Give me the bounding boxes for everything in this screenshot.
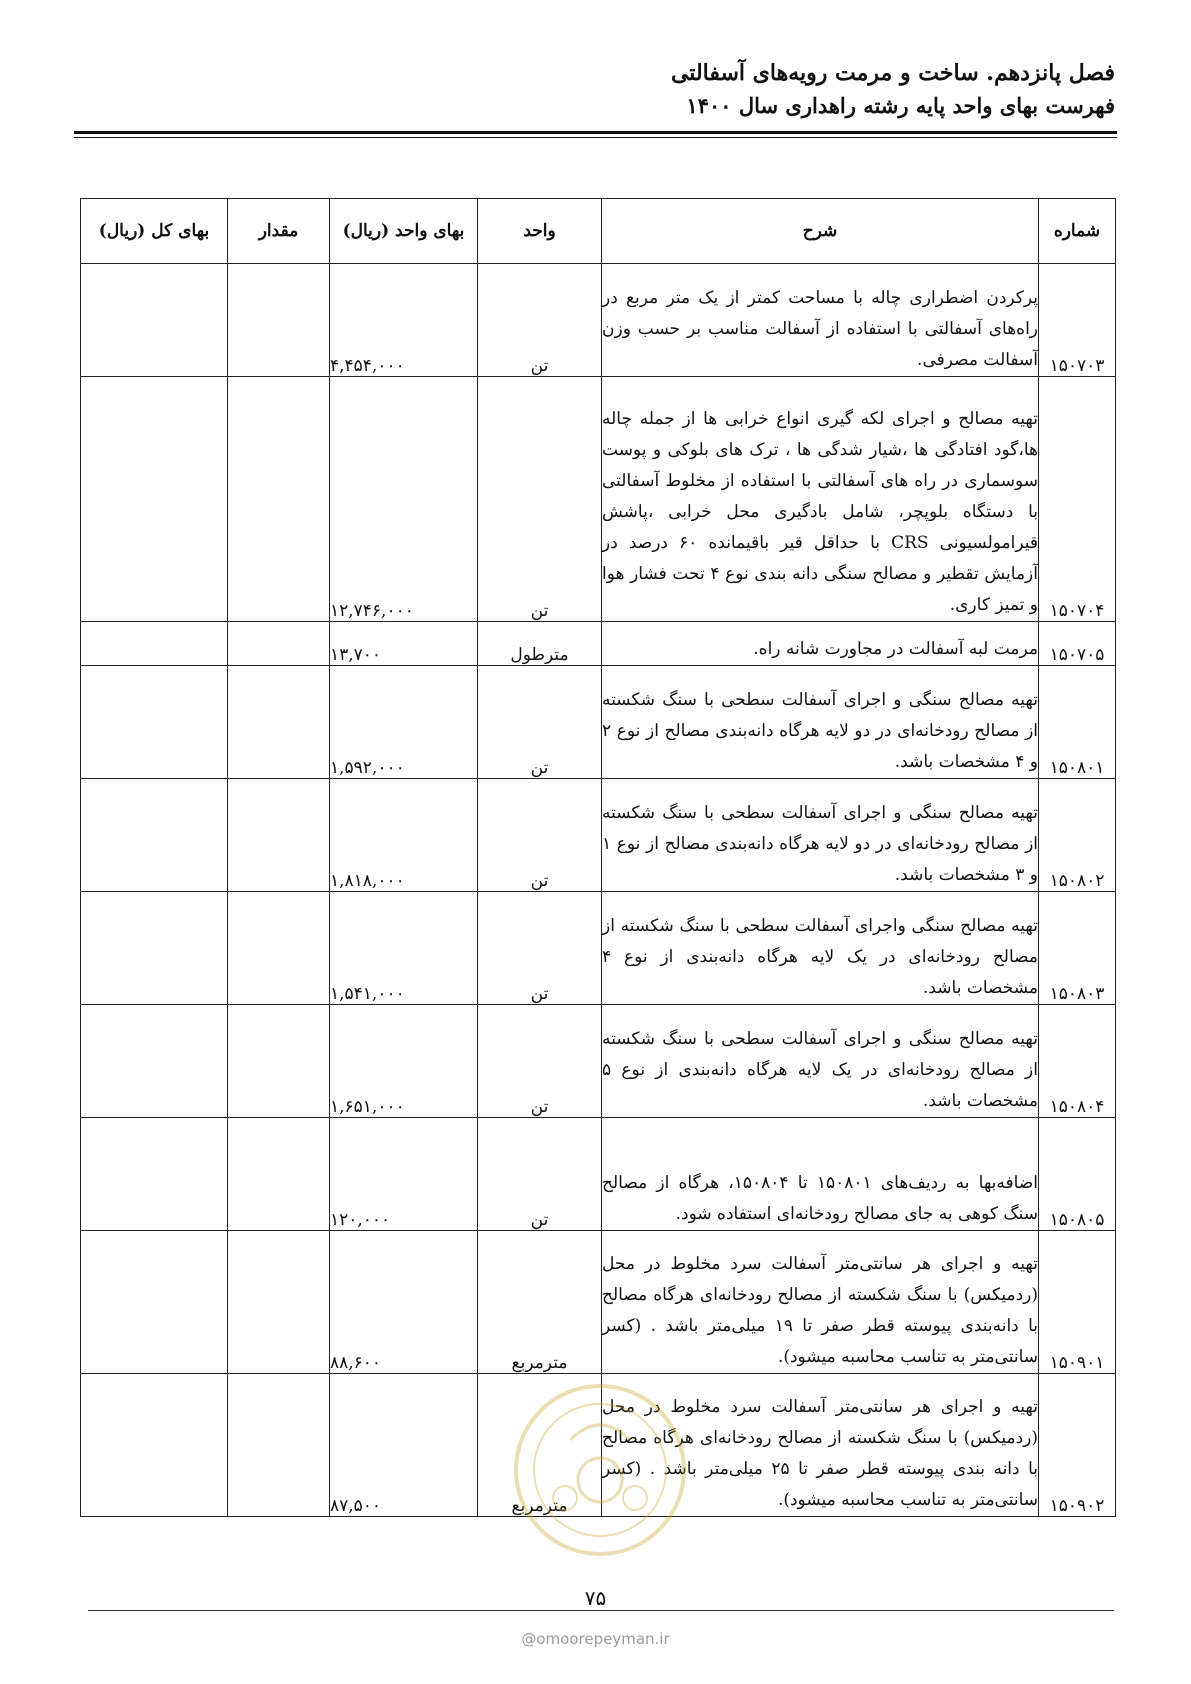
row-quantity — [228, 264, 330, 377]
row-description: تهیه مصالح و اجرای لکه گیری انواع خرابی ها از جمله چاله ها،گود افتادگی ها ،شیار شدگی ها ، ترک های بلوکی و پوست سوسماری در راه های آسفالتی با استفاده از مخلوط آسفالتی با دستگاه بلوپچر، شامل بادگیری محل خرابی ،پاشش قیرامولسیونی CRS با حداقل قیر باقیمانده ۶۰ درصد در آزمایش تقطیر و مصالح سنگی دانه بندی نوع ۴ تحت فشار هوا و تمیز کاری. — [602, 377, 1039, 622]
row-number: ۱۵۰۸۰۱ — [1039, 666, 1116, 779]
watermark-text: @omoorepeyman.ir — [521, 1630, 670, 1648]
row-quantity — [228, 1005, 330, 1118]
table-row — [81, 892, 1116, 1005]
row-unit-price: ۱۲۰,۰۰۰ — [330, 1118, 478, 1231]
table-row — [81, 1005, 1116, 1118]
page-header — [75, 56, 1115, 122]
footer-rule — [88, 1610, 1114, 1611]
row-unit-price: ۸۸,۶۰۰ — [330, 1231, 478, 1374]
row-description: مرمت لبه آسفالت در مجاورت شانه راه. — [602, 622, 1039, 666]
chapter-subtitle: فهرست بهای واحد پایه رشته راهداری سال ۱۴۰۰ — [686, 93, 1115, 118]
row-quantity — [228, 779, 330, 892]
header-description: شرح — [602, 199, 1039, 264]
row-total-price — [81, 1374, 228, 1517]
row-unit-price: ۴,۴۵۴,۰۰۰ — [330, 264, 478, 377]
row-number: ۱۵۰۹۰۲ — [1039, 1374, 1116, 1517]
row-description: تهیه مصالح سنگی و اجرای آسفالت سطحی با سنگ شکسته از مصالح رودخانه‌ای در دو لایه هرگاه دانه‌بندی مصالح از نوع ۲ و ۴ مشخصات باشد. — [602, 666, 1039, 779]
row-number: ۱۵۰۷۰۵ — [1039, 622, 1116, 666]
table-row — [81, 1231, 1116, 1374]
row-number: ۱۵۰۸۰۳ — [1039, 892, 1116, 1005]
row-description: تهیه مصالح سنگی و اجرای آسفالت سطحی با سنگ شکسته از مصالح رودخانه‌ای در دو لایه هرگاه دانه‌بندی مصالح از نوع ۱ و ۳ مشخصات باشد. — [602, 779, 1039, 892]
row-unit: تن — [478, 1005, 602, 1118]
price-table — [80, 198, 1116, 1517]
row-total-price — [81, 264, 228, 377]
table-row — [81, 377, 1116, 622]
row-unit-price: ۱,۸۱۸,۰۰۰ — [330, 779, 478, 892]
row-unit-price: ۱,۵۴۱,۰۰۰ — [330, 892, 478, 1005]
table-row — [81, 666, 1116, 779]
row-number: ۱۵۰۷۰۴ — [1039, 377, 1116, 622]
row-total-price — [81, 1231, 228, 1374]
row-total-price — [81, 622, 228, 666]
row-quantity — [228, 377, 330, 622]
row-total-price — [81, 1118, 228, 1231]
row-total-price — [81, 377, 228, 622]
row-unit-price: ۱۳,۷۰۰ — [330, 622, 478, 666]
row-quantity — [228, 1118, 330, 1231]
row-unit: تن — [478, 666, 602, 779]
watermark-seal-icon — [510, 1380, 690, 1560]
row-unit: مترمربع — [478, 1374, 602, 1517]
header-unit: واحد — [478, 199, 602, 264]
header-rule-thin — [74, 137, 1117, 138]
row-unit: تن — [478, 377, 602, 622]
row-total-price — [81, 779, 228, 892]
row-unit: تن — [478, 264, 602, 377]
row-unit: مترطول — [478, 622, 602, 666]
row-number: ۱۵۰۹۰۱ — [1039, 1231, 1116, 1374]
header-total-price: بهای کل (ریال) — [81, 199, 228, 264]
header-unit-price: بهای واحد (ریال) — [330, 199, 478, 264]
row-quantity — [228, 622, 330, 666]
table-row — [81, 622, 1116, 666]
row-unit-price: ۱۲,۷۴۶,۰۰۰ — [330, 377, 478, 622]
row-number: ۱۵۰۸۰۴ — [1039, 1005, 1116, 1118]
header-rule-thick — [74, 131, 1117, 134]
page-number: ۷۵ — [584, 1586, 607, 1610]
row-description: اضافه‌بها به ردیف‌های ۱۵۰۸۰۱ تا ۱۵۰۸۰۴، هرگاه از مصالح سنگ کوهی به جای مصالح رودخانه‌ای استفاده شود. — [602, 1118, 1039, 1231]
row-description: پرکردن اضطراری چاله با مساحت کمتر از یک متر مربع در راه‌های آسفالتی با استفاده از آسفالت مناسب بر حسب وزن آسفالت مصرفی. — [602, 264, 1039, 377]
row-description: تهیه و اجرای هر سانتی‌متر آسفالت سرد مخلوط در محل (ردمیکس) با سنگ شکسته از مصالح رودخانه‌ای هرگاه مصالح با دانه‌بندی پیوسته قطر صفر تا ۱۹ میلی‌متر باشد . (کسر سانتی‌متر به تناسب محاسبه میشود). — [602, 1231, 1039, 1374]
row-unit-price: ۱,۶۵۱,۰۰۰ — [330, 1005, 478, 1118]
row-quantity — [228, 1374, 330, 1517]
table-row — [81, 264, 1116, 377]
row-total-price — [81, 892, 228, 1005]
row-total-price — [81, 666, 228, 779]
row-quantity — [228, 892, 330, 1005]
row-description: تهیه مصالح سنگی واجرای آسفالت سطحی با سنگ شکسته از مصالح رودخانه‌ای در یک لایه هرگاه دانه‌بندی از نوع ۴ مشخصات باشد. — [602, 892, 1039, 1005]
row-description: تهیه و اجرای هر سانتی‌متر آسفالت سرد مخلوط در محل (ردمیکس) با سنگ شکسته از مصالح رودخانه‌ای هرگاه مصالح با دانه بندی پیوسته قطر صفر تا ۲۵ میلی‌متر باشد . (کسر سانتی‌متر به تناسب محاسبه میشود). — [602, 1374, 1039, 1517]
header-quantity: مقدار — [228, 199, 330, 264]
row-quantity — [228, 1231, 330, 1374]
row-unit: تن — [478, 1118, 602, 1231]
row-unit: تن — [478, 779, 602, 892]
row-unit-price: ۱,۵۹۲,۰۰۰ — [330, 666, 478, 779]
row-description: تهیه مصالح سنگی و اجرای آسفالت سطحی با سنگ شکسته از مصالح رودخانه‌ای در یک لایه هرگاه دانه‌بندی از نوع ۵ مشخصات باشد. — [602, 1005, 1039, 1118]
row-total-price — [81, 1005, 228, 1118]
row-quantity — [228, 666, 330, 779]
row-unit: تن — [478, 892, 602, 1005]
table-header-row — [81, 199, 1116, 264]
row-unit: مترمربع — [478, 1231, 602, 1374]
row-unit-price: ۸۷,۵۰۰ — [330, 1374, 478, 1517]
chapter-title: فصل پانزدهم. ساخت و مرمت رویه‌های آسفالتی — [670, 60, 1115, 86]
row-number: ۱۵۰۷۰۳ — [1039, 264, 1116, 377]
table-row — [81, 779, 1116, 892]
row-number: ۱۵۰۸۰۵ — [1039, 1118, 1116, 1231]
header-number: شماره — [1039, 199, 1116, 264]
row-number: ۱۵۰۸۰۲ — [1039, 779, 1116, 892]
table-row — [81, 1118, 1116, 1231]
